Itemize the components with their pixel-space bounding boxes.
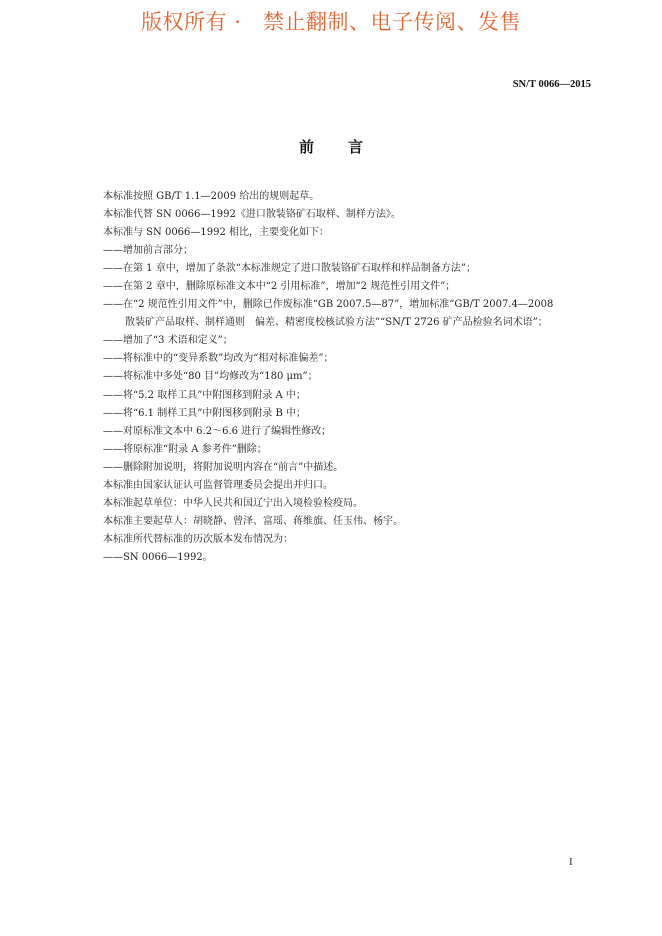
foreword-line: ——增加前言部分；	[103, 245, 193, 257]
foreword-line: ——在第 1 章中，增加了条款“本标准规定了进口散装铬矿石取样和样品制备方法”；	[103, 263, 476, 275]
foreword-line: 本标准代替 SN 0066—1992《进口散装铬矿石取样、制样方法》。	[103, 209, 401, 221]
foreword-line: 散装矿产品取样、制样通则 偏差、精密度校核试验方法”“SN/T 2726 矿产品检验名词术语”；	[125, 317, 548, 329]
document-code: SN/T 0066—2015	[512, 79, 591, 90]
foreword-line: 本标准与 SN 0066—1992 相比，主要变化如下：	[103, 227, 330, 239]
foreword-line: ——将原标准“附录 A 参考件”删除；	[103, 443, 267, 455]
foreword-line: 本标准起草单位：中华人民共和国辽宁出入境检验检疫局。	[103, 497, 363, 509]
foreword-line: 本标准所代替标准的历次版本发布情况为：	[103, 533, 293, 545]
copyright-banner: 版权所有 · 禁止翻制、电子传阅、发售	[141, 10, 521, 34]
foreword-line: ——将“5.2 取样工具”中附图移到附录 A 中；	[103, 389, 306, 401]
foreword-line: ——删除附加说明，将附加说明内容在“前言”中描述。	[103, 461, 344, 473]
foreword-line: ——将标准中的“变异系数”均改为“相对标准偏差”；	[103, 353, 334, 365]
foreword-line: ——将“6.1 制样工具”中附图移到附录 B 中；	[103, 407, 307, 419]
page-number: I	[569, 856, 573, 868]
foreword-line: 本标准主要起草人：胡晓静、曾泽、富瑶、蒋维旗、任玉伟、杨宇。	[103, 515, 403, 527]
foreword-line: 本标准按照 GB/T 1.1—2009 给出的规则起草。	[103, 191, 320, 202]
foreword-line: ——在第 2 章中，删除原标准文本中“2 引用标准”，增加“2 规范性引用文件”；	[103, 281, 456, 293]
foreword-line: ——增加了“3 术语和定义”；	[103, 335, 233, 347]
foreword-line: ——对原标准文本中 6.2～6.6 进行了编辑性修改；	[103, 425, 332, 437]
foreword-line: ——SN 0066—1992。	[103, 551, 213, 563]
foreword-body	[103, 188, 603, 567]
page-title: 前言	[298, 138, 397, 156]
foreword-line: ——在“2 规范性引用文件”中，删除已作废标准“GB 2007.5—87”，增加标准“GB/T 2007.4—2008	[103, 299, 554, 311]
foreword-line: ——将标准中多处“80 目”均修改为“180 μm”；	[103, 371, 318, 383]
foreword-line: 本标准由国家认证认可监督管理委员会提出并归口。	[103, 479, 333, 491]
